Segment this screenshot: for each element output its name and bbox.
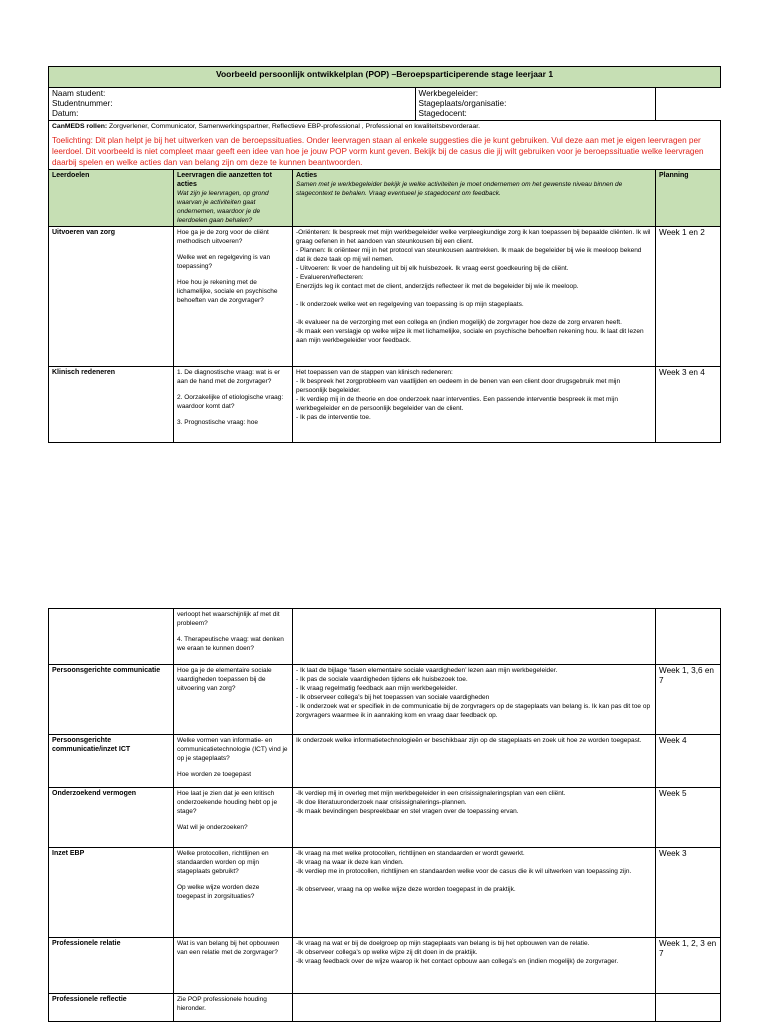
table-row: [49, 227, 721, 367]
leervraag-text: Welke protocollen, richtlijnen en standaarden worden op mijn stageplaats gebruikt?: [177, 850, 269, 875]
row-leervragen: [174, 848, 293, 938]
stageplaats-label: Stageplaats/organisatie:: [418, 99, 507, 108]
naam-student-label: Naam student:: [52, 89, 106, 98]
student-fields: [49, 88, 415, 120]
leervraag-text: Hoe hou je rekening met de lichamelijke, sociale en psychische behoeften van de zorgvrager?: [177, 279, 278, 304]
page-1-rows: [49, 227, 721, 443]
leervraag-text: 2. Oorzakelijke of etiologische vraag: waardoor komt dat?: [177, 394, 284, 410]
row-leerdoel: Persoonsgerichte communicatie/inzet ICT: [49, 735, 174, 788]
header-leerdoelen: Leerdoelen: [49, 170, 174, 227]
canmeds-label: CanMEDS rollen:: [52, 123, 108, 130]
actie-text: -Ik verdiep me in protocollen, richtlijnen en standaarden welke voor de casus die ik wil uitwerken van toepassing zijn.: [296, 868, 632, 875]
row-leervragen: [174, 665, 293, 735]
actie-text: Het toepassen van de stappen van klinisch redeneren:: [296, 369, 453, 376]
actie-text: - Ik observeer collega’s bij het toepassen van sociale vaardigheden: [296, 694, 490, 701]
row-planning: Week 1, 2, 3 en 7: [656, 938, 721, 994]
actie-text: -Ik observeer, vraag na op welke wijze deze worden toegepast in de praktijk.: [296, 886, 516, 893]
actie-text: - Ik onderzoek wat er specifiek in de communicatie bij de zorgvragers op de stageplaats van belang is. Ik kan pas dit toe op zorgvragers waarmee ik in aanraking kom en vraag daar feedback op.: [296, 703, 651, 719]
stagedocent-label: Stagedocent:: [418, 109, 467, 118]
row-acties: [293, 848, 656, 938]
leervraag-text: Welke wet en regelgeving is van toepassing?: [177, 254, 271, 270]
actie-text: -Ik maak een verslagje op welke wijze ik met lichamelijke, sociale en psychische behoeften rekening hou. Ik laat dit lezen aan mijn werkbegeleider voor feedback.: [296, 328, 644, 344]
student-info-row: [49, 88, 721, 121]
leervraag-text: Wat is van belang bij het opbouwen van een relatie met de zorgvrager?: [177, 940, 280, 956]
actie-text: [296, 876, 652, 885]
page-1: [48, 66, 720, 443]
actie-text: -Ik vraag na met welke protocollen, richtlijnen en standaarden er wordt gewerkt.: [296, 850, 525, 857]
actie-text: - Ik pas de sociale vaardigheden tijdens elk huisbezoek toe.: [296, 676, 468, 683]
row-acties: [293, 367, 656, 443]
row-leerdoel: Onderzoekend vermogen: [49, 788, 174, 848]
actie-text: Enerzijds leg ik contact met de client, anderzijds reflecteer ik met de begeleider bij wie ik meeloop.: [296, 283, 579, 290]
header-planning: Planning: [656, 170, 721, 227]
actie-text: -Ik vraag na waar ik deze kan vinden.: [296, 859, 404, 866]
actie-text: - Ik vraag regelmatig feedback aan mijn werkbegeleider.: [296, 685, 458, 692]
row-planning: Week 4: [656, 735, 721, 788]
row-acties: [293, 994, 656, 1022]
table-row: [49, 788, 721, 848]
table-row: [49, 609, 721, 665]
actie-text: -Ik verdiep mij in overleg met mijn werkbegeleider in een crisissignaleringsplan van een cliënt.: [296, 790, 566, 797]
actie-text: - Ik bespreek het zorgprobleem van vaatlijden en oedeem in de benen van een client door drugsgebruik met mijn persoonlijk begeleider.: [296, 378, 621, 394]
table-row: [49, 994, 721, 1022]
row-leervragen: [174, 788, 293, 848]
canmeds-text: Zorgverlener, Communicator, Samenwerkingspartner, Reflectieve EBP-professional , Professional en kwaliteitsbevorderaar.: [107, 123, 481, 130]
studentnummer-label: Studentnummer:: [52, 99, 113, 108]
row-leerdoel: Professionele relatie: [49, 938, 174, 994]
row-acties: [293, 609, 656, 665]
row-acties: [293, 938, 656, 994]
row-leerdoel: Klinisch redeneren: [49, 367, 174, 443]
row-planning: [656, 994, 721, 1022]
page-2: [48, 608, 720, 1022]
toelichting-text: Toelichting: Dit plan helpt je bij het uitwerken van de beroepssituaties. Onder leervragen staan al enkele suggesties die je kunt gebruiken. Vul deze aan met je eigen leervragen per leerdoel. Dit voorbeeld is niet compleet maar geeft een idee van hoe je jouw POP vorm kunt geven. Bekijk bij de casus die jij wilt gebruiken voor je beroepssituatie welke leervragen daarbij spelen en welke acties dan van belang zijn om deze te kunnen beantwoorden.: [52, 136, 704, 167]
actie-text: -Ik evalueer na de verzorging met een collega en (indien mogelijk) de zorgvrager hoe deze de zorg ervaren heeft.: [296, 319, 622, 326]
actie-text: - Uitvoeren: Ik voer de handeling uit bij elk huisbezoek. Ik vraag eerst goedkeuring bij de cliënt.: [296, 265, 569, 272]
header-acties-sub: Samen met je werkbegeleider bekijk je welke activiteiten je moet ondernemen om het gewenste niveau binnen de stagecontext te behalen. Vraag eventueel je stagedocent om feedback.: [296, 181, 623, 197]
row-leervragen: [174, 227, 293, 367]
row-leervragen: [174, 938, 293, 994]
supervisor-fields: [415, 88, 655, 120]
table-row: [49, 665, 721, 735]
pop-table-page-1: [48, 66, 721, 443]
header-leervragen-sub: Wat zijn je leervragen, op grond waarvan je activiteiten gaat ondernemen, waardoor je de leerdoelen gaan behalen?: [177, 190, 269, 224]
row-leervragen: [174, 609, 293, 665]
table-row: [49, 938, 721, 994]
actie-text: - Ik laat de bijlage ‘fasen elementaire sociale vaardigheden’ lezen aan mijn werkbegeleider.: [296, 667, 558, 674]
leervraag-text: Wat wil je onderzoeken?: [177, 824, 248, 831]
row-leerdoel: Professionele reflectie: [49, 994, 174, 1022]
page-2-rows: [49, 609, 721, 1022]
row-leervragen: [174, 735, 293, 788]
row-planning: Week 1 en 2: [656, 227, 721, 367]
leervraag-text: Hoe laat je zien dat je een kritisch onderzoekende houding hebt op je stage?: [177, 790, 278, 815]
row-planning: [656, 609, 721, 665]
row-planning: Week 3 en 4: [656, 367, 721, 443]
row-leerdoel: [49, 609, 174, 665]
leervraag-text: verloopt het waarschijnlijk af met dit probleem?: [177, 611, 280, 627]
intro-cell: [49, 121, 721, 170]
actie-text: - Ik verdiep mij in de theorie en doe onderzoek naar interventies. Een passende interventie bespreek ik met mijn werkbegeleider en de persoonlijk begeleider van de client.: [296, 396, 618, 412]
leervraag-text: Hoe worden ze toegepast: [177, 771, 252, 778]
werkbegeleider-label: Werkbegeleider:: [418, 89, 478, 98]
leervraag-text: Welke vormen van informatie- en communicatietechnologie (ICT) vind je op je stageplaats?: [177, 737, 288, 762]
document-title: Voorbeeld persoonlijk ontwikkelplan (POP) –Beroepsparticiperende stage leerjaar 1: [49, 67, 721, 88]
table-row: [49, 367, 721, 443]
canmeds-roles: [52, 122, 717, 131]
actie-text: - Plannen: Ik oriënteer mij in het protocol van steunkousen aantrekken. Ik maak de begeleider bij wie ik meeloop bekend dat ik deze taak op mij wil nemen.: [296, 247, 642, 263]
actie-text: [296, 309, 652, 318]
table-row: [49, 848, 721, 938]
actie-text: - Ik onderzoek welke wet en regelgeving van toepassing is op mijn stageplaats.: [296, 301, 524, 308]
row-planning: Week 1, 3,6 en 7: [656, 665, 721, 735]
actie-text: -Oriënteren: Ik bespreek met mijn werkbegeleider welke verpleegkundige zorg ik kan toepassen bij bepaalde cliënten. Ik wil graag oefenen in het aandoen van steunkousen bij een client.: [296, 229, 651, 245]
header-leervragen: Leervragen die aanzetten tot acties Wat zijn je leervragen, op grond waarvan je activiteiten gaat ondernemen, waardoor je de leerdoelen gaan behalen?: [174, 170, 293, 227]
table-header-row: [49, 170, 721, 227]
row-leervragen: [174, 994, 293, 1022]
row-acties: [293, 227, 656, 367]
leervraag-text: Zie POP professionele houding hieronder.: [177, 996, 267, 1012]
actie-text: -Ik vraag feedback over de wijze waarop ik het contact opbouw aan collega’s en (indien mogelijk) de zorgvrager.: [296, 958, 619, 965]
row-leerdoel: Persoonsgerichte communicatie: [49, 665, 174, 735]
leervraag-text: 4. Therapeutische vraag: wat denken we eraan te kunnen doen?: [177, 636, 284, 652]
actie-text: Ik onderzoek welke informatietechnologieën er beschikbaar zijn op de stageplaats en zoek uit hoe ze worden toegepast.: [296, 737, 642, 744]
pop-table-page-2: [48, 608, 721, 1022]
row-leerdoel: Inzet EBP: [49, 848, 174, 938]
actie-text: - Ik pas de interventie toe.: [296, 414, 371, 421]
actie-text: -Ik observeer collega’s op welke wijze zij dit doen in de praktijk.: [296, 949, 478, 956]
row-leervragen: [174, 367, 293, 443]
leervraag-text: Hoe ga je de zorg voor de cliënt methodisch uitvoeren?: [177, 229, 269, 245]
row-planning: Week 3: [656, 848, 721, 938]
actie-text: -Ik vraag na wat er bij de doelgroep op mijn stageplaats van belang is bij het opbouwen van de relatie.: [296, 940, 590, 947]
row-planning: Week 5: [656, 788, 721, 848]
actie-text: - Evalueren/reflecteren:: [296, 274, 364, 281]
actie-text: -Ik doe literatuuronderzoek naar crisissignalerings-plannen.: [296, 799, 467, 806]
student-info: [49, 88, 656, 121]
actie-text: -Ik maak bevindingen bespreekbaar en stel vragen over de toepassing ervan.: [296, 808, 519, 815]
header-acties: Acties Samen met je werkbegeleider bekijk je welke activiteiten je moet ondernemen om het gewenste niveau binnen de stagecontext te behalen. Vraag eventueel je stagedocent om feedback.: [293, 170, 656, 227]
row-acties: [293, 735, 656, 788]
row-leerdoel: Uitvoeren van zorg: [49, 227, 174, 367]
row-acties: [293, 788, 656, 848]
leervraag-text: Op welke wijze worden deze toegepast in zorgsituaties?: [177, 884, 260, 900]
table-row: [49, 735, 721, 788]
leervraag-text: 1. De diagnostische vraag: wat is er aan de hand met de zorgvrager?: [177, 369, 280, 385]
actie-text: [296, 291, 652, 300]
leervraag-text: Hoe ga je de elementaire sociale vaardigheden toepassen bij de uitvoering van zorg?: [177, 667, 272, 692]
leervraag-text: 3. Prognostische vraag: hoe: [177, 419, 258, 426]
datum-label: Datum:: [52, 109, 79, 118]
row-acties: [293, 665, 656, 735]
